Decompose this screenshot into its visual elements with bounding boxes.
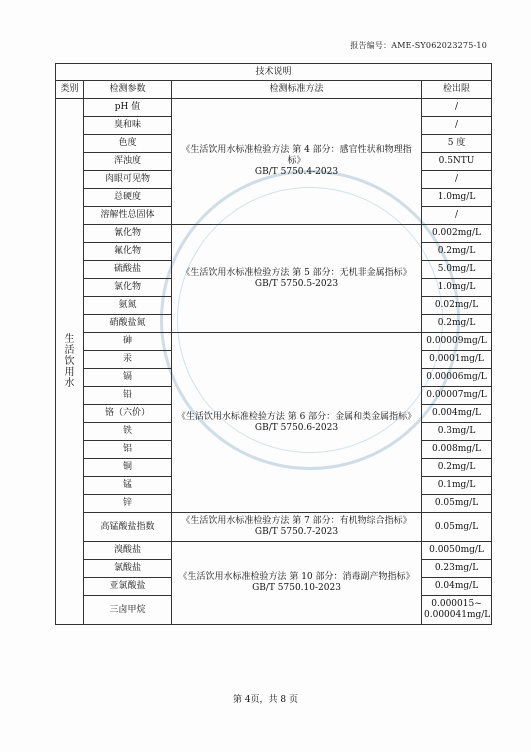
parameter-cell: 铅	[84, 387, 172, 405]
parameter-cell: 铝	[84, 441, 172, 459]
limit-cell: 0.00006mg/L	[422, 369, 492, 387]
method-cell: 《生活饮用水标准检验方法 第 7 部分：有机物综合指标》 GB/T 5750.7-2023	[172, 513, 422, 542]
limit-cell: 0.2mg/L	[422, 315, 492, 333]
parameter-cell: 色度	[84, 135, 172, 153]
limit-cell: 0.2mg/L	[422, 243, 492, 261]
parameter-cell: 硝酸盐氮	[84, 315, 172, 333]
category-cell: 生 活 饮 用 水	[56, 99, 84, 625]
limit-cell: 0.000015~ 0.000041mg/L	[422, 596, 492, 625]
parameter-cell: 高锰酸盐指数	[84, 513, 172, 542]
limit-cell: 0.1mg/L	[422, 477, 492, 495]
limit-cell: 0.00007mg/L	[422, 387, 492, 405]
parameter-cell: 铁	[84, 423, 172, 441]
column-header-parameter: 检测参数	[84, 81, 172, 99]
table-body	[56, 99, 492, 625]
parameter-cell: 三卤甲烷	[84, 596, 172, 625]
parameter-cell: 铬（六价）	[84, 405, 172, 423]
parameter-cell: 氟化物	[84, 243, 172, 261]
parameter-cell: 溴酸盐	[84, 542, 172, 560]
parameter-cell: 氰化物	[84, 225, 172, 243]
limit-cell: 1.0mg/L	[422, 279, 492, 297]
parameter-cell: pH 值	[84, 99, 172, 117]
limit-cell: 5.0mg/L	[422, 261, 492, 279]
method-cell: 《生活饮用水标准检验方法 第 4 部分：感官性状和物理指标》 GB/T 5750.4-2023	[172, 99, 422, 225]
report-number: 报告编号：AME-SY062023275-10	[350, 41, 487, 50]
limit-cell: 5 度	[422, 135, 492, 153]
limit-cell: 0.23mg/L	[422, 560, 492, 578]
parameter-cell: 氨氮	[84, 297, 172, 315]
limit-cell: 0.02mg/L	[422, 297, 492, 315]
table-row	[56, 542, 492, 560]
limit-cell: /	[422, 171, 492, 189]
column-header-category: 类别	[56, 81, 84, 99]
method-cell: 《生活饮用水标准检验方法 第 6 部分：金属和类金属指标》 GB/T 5750.6-2023	[172, 333, 422, 513]
limit-cell: 0.5NTU	[422, 153, 492, 171]
technical-spec-table	[55, 63, 492, 625]
parameter-cell: 锰	[84, 477, 172, 495]
parameter-cell: 砷	[84, 333, 172, 351]
limit-cell: 1.0mg/L	[422, 189, 492, 207]
limit-cell: 0.00009mg/L	[422, 333, 492, 351]
table-row	[56, 333, 492, 351]
limit-cell: 0.0050mg/L	[422, 542, 492, 560]
parameter-cell: 溶解性总固体	[84, 207, 172, 225]
limit-cell: 0.002mg/L	[422, 225, 492, 243]
column-header-limit: 检出限	[422, 81, 492, 99]
parameter-cell: 硫酸盐	[84, 261, 172, 279]
parameter-cell: 浑浊度	[84, 153, 172, 171]
method-cell: 《生活饮用水标准检验方法 第 10 部分：消毒副产物指标》 GB/T 5750.10-2023	[172, 542, 422, 625]
limit-cell: 0.004mg/L	[422, 405, 492, 423]
table-row	[56, 225, 492, 243]
table-title: 技术说明	[56, 64, 492, 81]
parameter-cell: 氯化物	[84, 279, 172, 297]
parameter-cell: 铜	[84, 459, 172, 477]
limit-cell: 0.008mg/L	[422, 441, 492, 459]
page-footer: 第 4页，共 8 页	[232, 695, 299, 705]
parameter-cell: 氯酸盐	[84, 560, 172, 578]
limit-cell: /	[422, 117, 492, 135]
limit-cell: 0.2mg/L	[422, 459, 492, 477]
column-header-method: 检测标准方法	[172, 81, 422, 99]
table-row	[56, 513, 492, 542]
limit-cell: 0.05mg/L	[422, 513, 492, 542]
parameter-cell: 肉眼可见物	[84, 171, 172, 189]
limit-cell: 0.3mg/L	[422, 423, 492, 441]
table-row	[56, 99, 492, 117]
parameter-cell: 锌	[84, 495, 172, 513]
limit-cell: /	[422, 207, 492, 225]
limit-cell: 0.0001mg/L	[422, 351, 492, 369]
limit-cell: 0.05mg/L	[422, 495, 492, 513]
parameter-cell: 亚氯酸盐	[84, 578, 172, 596]
limit-cell: /	[422, 99, 492, 117]
parameter-cell: 汞	[84, 351, 172, 369]
parameter-cell: 镉	[84, 369, 172, 387]
parameter-cell: 总硬度	[84, 189, 172, 207]
parameter-cell: 臭和味	[84, 117, 172, 135]
limit-cell: 0.04mg/L	[422, 578, 492, 596]
method-cell: 《生活饮用水标准检验方法 第 5 部分：无机非金属指标》 GB/T 5750.5-2023	[172, 225, 422, 333]
